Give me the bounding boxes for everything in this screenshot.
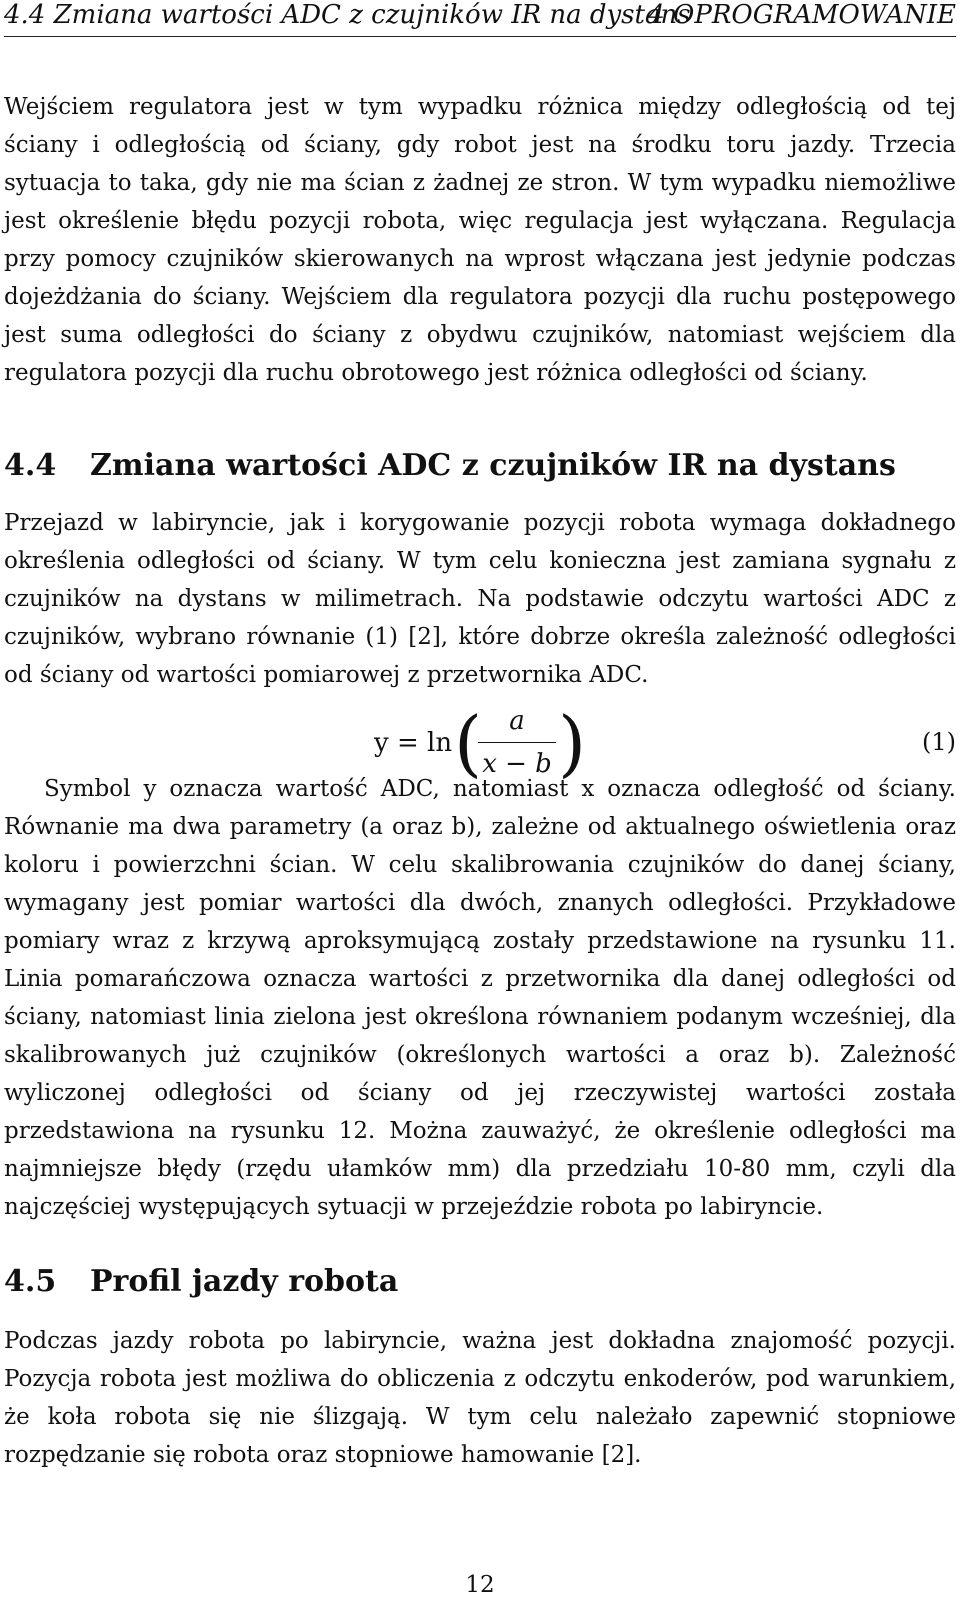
section-title: Zmiana wartości ADC z czujników IR na dystans [90,448,896,483]
fraction-bar [478,742,556,743]
running-head [4,0,956,37]
paragraph-4: Podczas jazdy robota po labiryncie, ważna jest dokładna znajomość pozycji. Pozycja robota jest możliwa do obliczenia z odczytu enkoderów, pod warunkiem, że koła robota się nie ślizgają. W tym celu należało zapewnić stopniowe rozpędzanie się robota oraz stopniowe hamowanie [2]. [4,1328,956,1468]
running-head-right: 4 OPROGRAMOWANIE [648,0,956,30]
page-number: 12 [465,1572,495,1598]
section-heading-4-5 [4,1262,956,1302]
paragraph-2: Przejazd w labiryncie, jak i korygowanie pozycji robota wymaga dokładnego określenia odległości od ściany. W tym celu konieczna jest zamiana sygnału z czujników na dystans w milimetrach. Na podstawie odczytu wartości ADC z czujników, wybrano równanie (1) [2], które dobrze określa zależność odległości od ściany od wartości pomiarowej z przetwornika ADC. [4,510,956,688]
section-heading-4-4 [4,446,956,486]
right-paren: ) [558,701,587,785]
equation-number: (1) [922,728,956,756]
equation-lhs: y = ln [374,728,453,758]
left-paren: ( [454,701,483,785]
section-number: 4.4 [4,448,57,483]
paragraph-3: Symbol y oznacza wartość ADC, natomiast x oznacza odległość od ściany. Równanie ma dwa parametry (a oraz b), zależne od aktualnego oświetlenia oraz koloru i powierzchni ścian. W celu skalibrowania czujników do danej ściany, wymagany jest pomiar wartości dla dwóch, znanych odległości. Przykładowe pomiary wraz z krzywą aproksymującą zostały przedstawione na rysunku 11. Linia pomarańczowa oznacza wartości z przetwornika dla danej odległości od ściany, natomiast linia zielona jest określona równaniem podanym wcześniej, dla skalibrowanych już czujników (określonych wartości a oraz b). Zależność wyliczonej odległości od ściany od jej rzeczywistej wartości została przedstawiona na rysunku 12. Można zauważyć, że określenie odległości ma najmniejsze błędy (rzędu ułamków mm) dla przedziału 10-80 mm, czyli dla najczęściej występujących sytuacji w przejeździe robota po labiryncie. [4,776,956,1220]
fraction-numerator: a [509,706,525,736]
fraction-denominator: x − b [482,749,552,779]
section-title: Profil jazdy robota [90,1264,399,1299]
paragraph-1: Wejściem regulatora jest w tym wypadku różnica między odległością od tej ściany i odległością od ściany, gdy robot jest na środku toru jazdy. Trzecia sytuacja to taka, gdy nie ma ścian z żadnej ze stron. W tym wypadku niemożliwe jest określenie błędu pozycji robota, więc regulacja jest wyłączana. Regulacja przy pomocy czujników skierowanych na wprost włączana jest jedynie podczas dojeżdżania do ściany. Wejściem dla regulatora pozycji dla ruchu postępowego jest suma odległości do ściany z obydwu czujników, natomiast wejściem dla regulatora pozycji dla ruchu obrotowego jest różnica odległości od ściany. [4,94,956,386]
section-number: 4.5 [4,1264,57,1299]
running-head-left: 4.4 Zmiana wartości ADC z czujników IR na dystans [4,0,691,30]
